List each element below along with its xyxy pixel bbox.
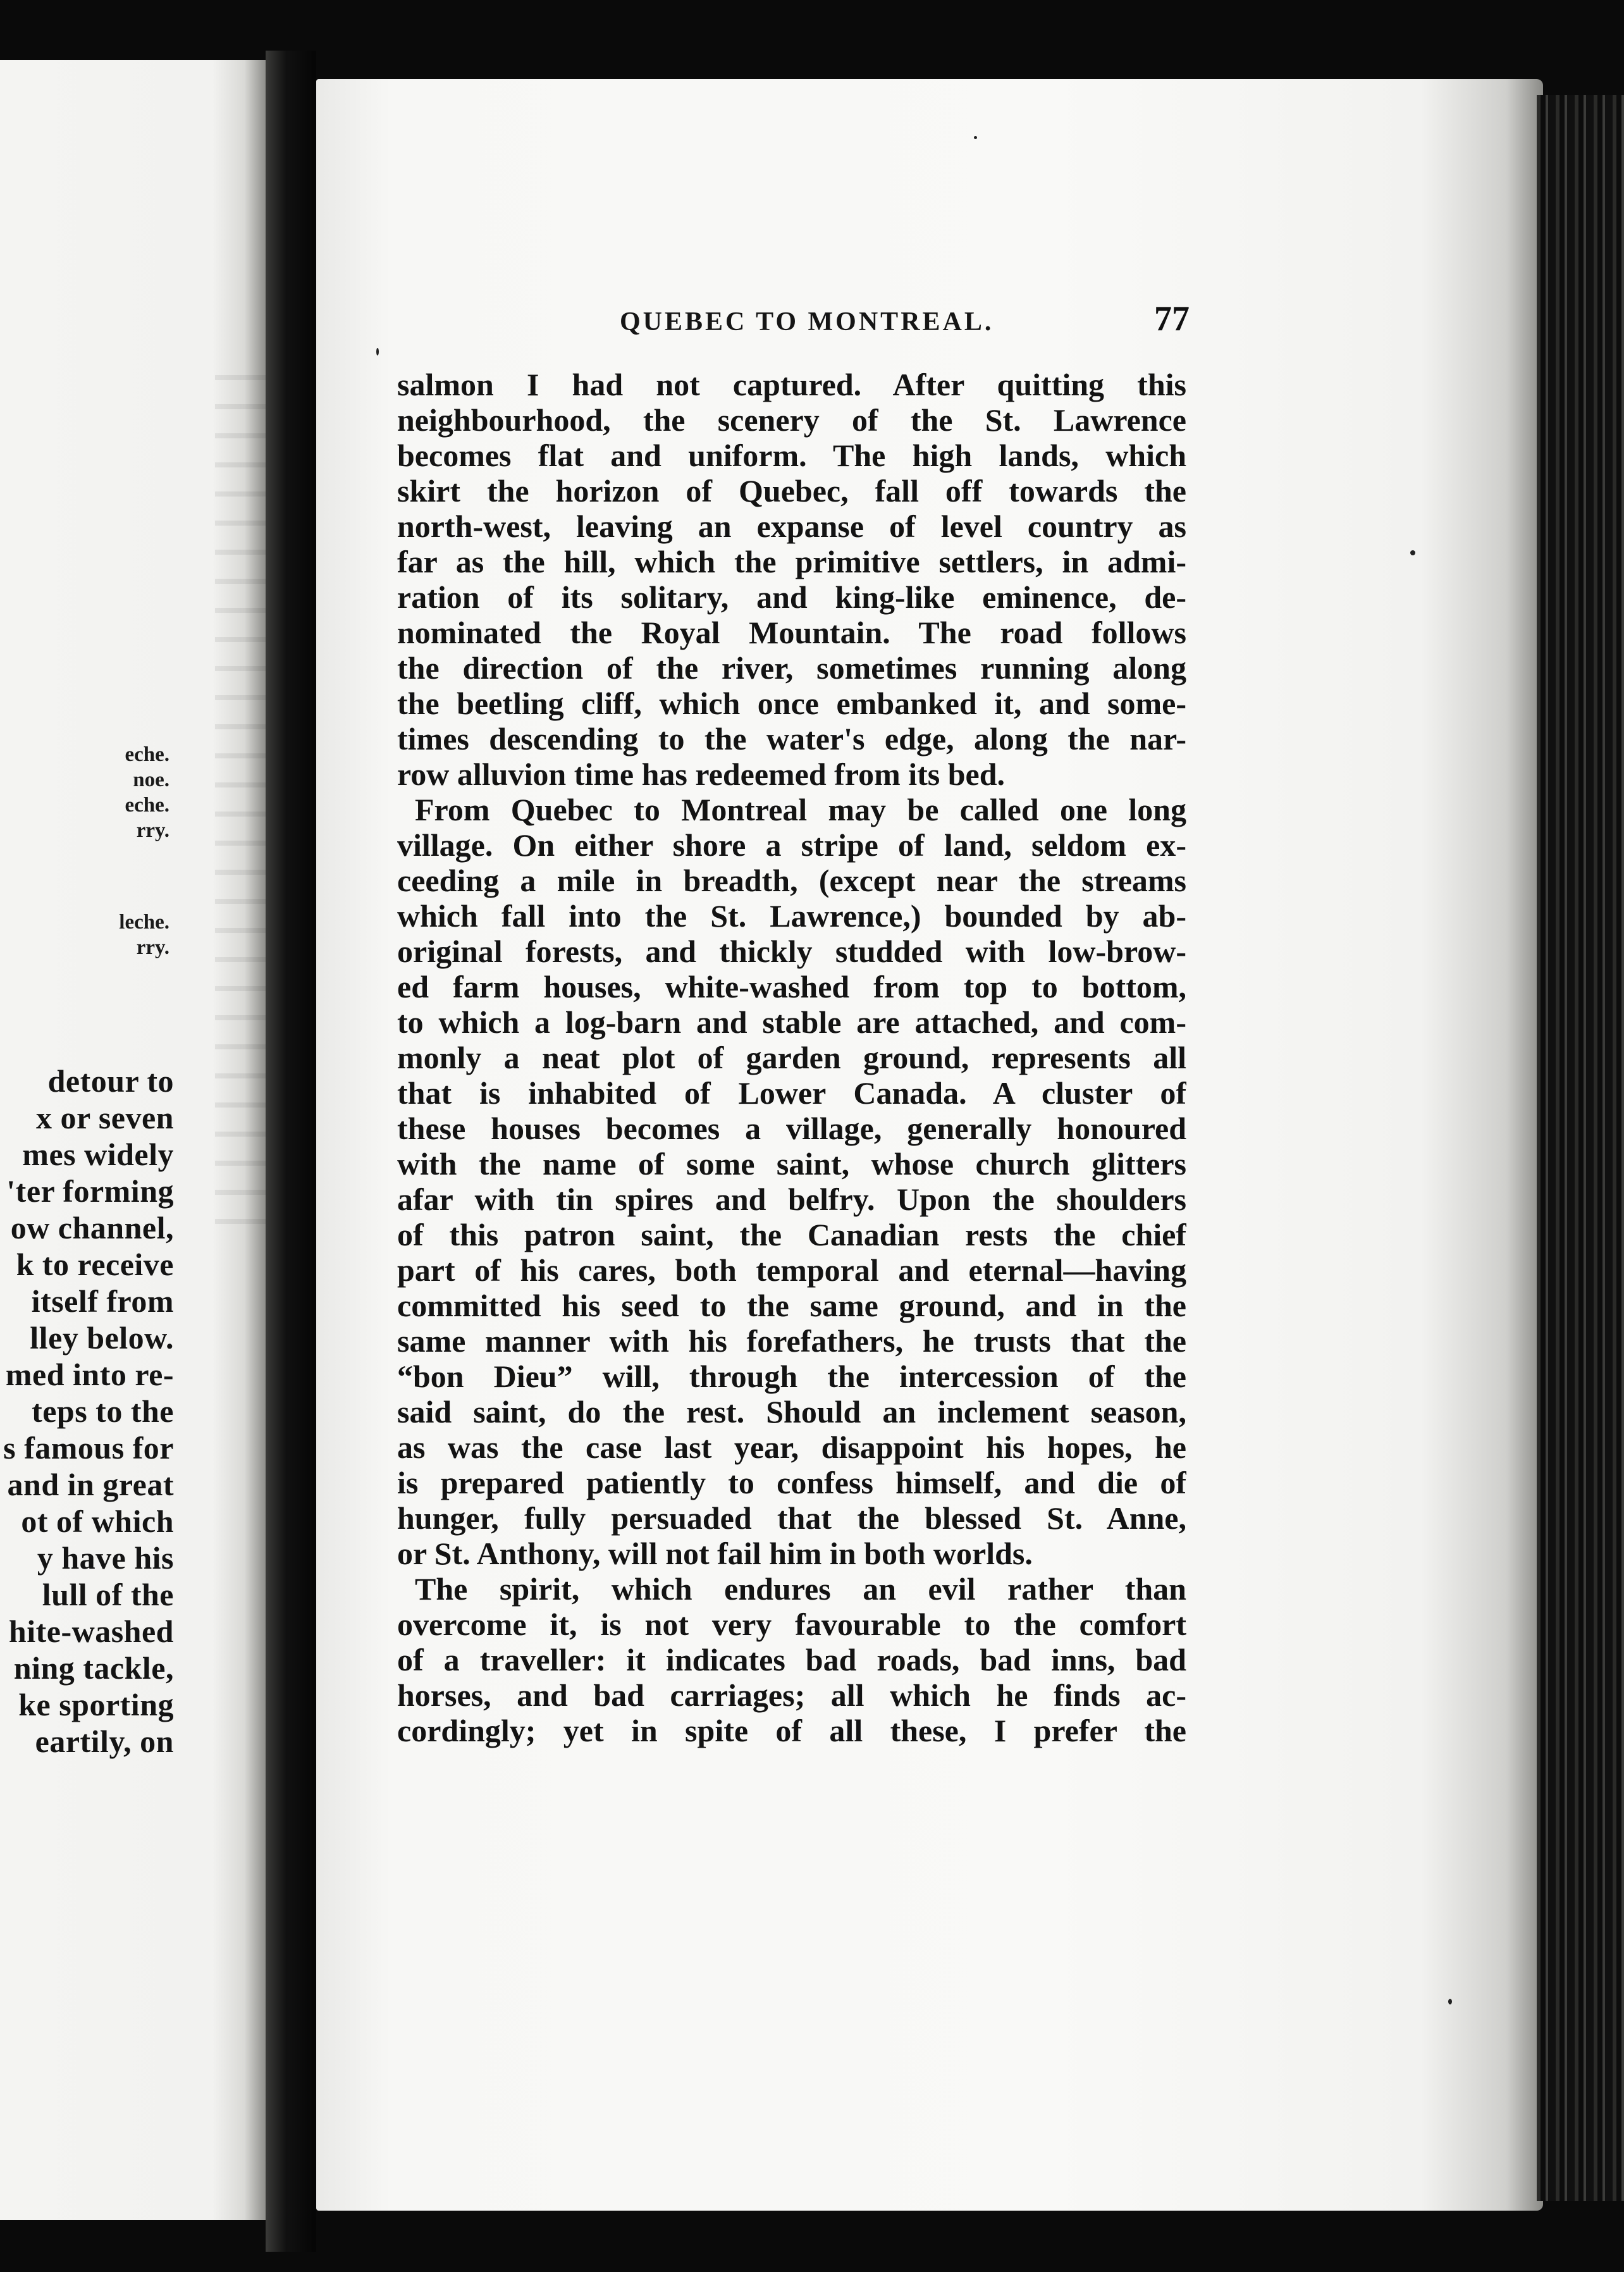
text-line: as was the case last year, disappoint his hopes, he: [397, 1429, 1186, 1465]
text-line: which fall into the St. Lawrence,) bounded by ab-: [397, 898, 1186, 934]
scan-speck: [1410, 550, 1415, 555]
left-text-fragment: lley below.: [30, 1320, 174, 1355]
left-footnote-fragment: eche.: [125, 743, 169, 766]
left-footnote-fragment: rry.: [136, 819, 169, 842]
text-line: same manner with his forefathers, he trusts that the: [397, 1323, 1186, 1359]
left-text-fragment: y have his: [37, 1540, 174, 1576]
left-text-fragment: x or seven: [36, 1100, 174, 1135]
text-line: the beetling cliff, which once embanked it, and some-: [397, 686, 1186, 721]
left-text-fragment: ke sporting: [18, 1687, 174, 1722]
text-line: ed farm houses, white-washed from top to bottom,: [397, 969, 1186, 1004]
left-text-fragment: eartily, on: [35, 1724, 174, 1759]
text-line: “bon Dieu” will, through the intercession of the: [397, 1359, 1186, 1394]
page-edge-stack: [1537, 95, 1624, 2201]
text-line: north-west, leaving an expanse of level country as: [397, 509, 1186, 544]
left-footnote-fragment: noe.: [133, 769, 169, 791]
text-line: horses, and bad carriages; all which he finds ac-: [397, 1677, 1186, 1713]
text-line: salmon I had not captured. After quitting this: [397, 367, 1186, 402]
text-line: that is inhabited of Lower Canada. A cluster of: [397, 1075, 1186, 1111]
text-line: committed his seed to the same ground, and in the: [397, 1288, 1186, 1323]
text-line: monly a neat plot of garden ground, represents all: [397, 1040, 1186, 1075]
text-line: times descending to the water's edge, along the nar-: [397, 721, 1186, 756]
text-line: The spirit, which endures an evil rather than: [415, 1571, 1186, 1607]
text-line: these houses becomes a village, generally honoured: [397, 1111, 1186, 1146]
text-line: said saint, do the rest. Should an inclement season,: [397, 1394, 1186, 1429]
bleed-through-text: [215, 351, 266, 1237]
scan-speck: [974, 136, 977, 139]
left-text-fragment: teps to the: [32, 1393, 174, 1429]
text-line: part of his cares, both temporal and eternal—having: [397, 1252, 1186, 1288]
book-gutter: [266, 51, 316, 2252]
text-line: is prepared patiently to confess himself, and die of: [397, 1465, 1186, 1500]
left-text-fragment: and in great: [7, 1467, 174, 1502]
left-text-fragment: ot of which: [21, 1503, 174, 1539]
left-footnote-fragment: eche.: [125, 794, 169, 817]
text-line: hunger, fully persuaded that the blessed St. Anne,: [397, 1500, 1186, 1536]
text-line: From Quebec to Montreal may be called one long: [415, 792, 1186, 827]
left-text-fragment: med into re-: [5, 1357, 174, 1392]
text-line: with the name of some saint, whose church glitters: [397, 1146, 1186, 1182]
text-line: row alluvion time has redeemed from its bed.: [397, 756, 1006, 792]
left-facing-page: [0, 60, 266, 2220]
page-number: 77: [1154, 299, 1190, 338]
left-footnote-fragment: leche.: [119, 911, 169, 934]
text-line: far as the hill, which the primitive settlers, in admi-: [397, 544, 1186, 579]
text-line: ceeding a mile in breadth, (except near the streams: [397, 863, 1186, 898]
text-line: ration of its solitary, and king-like eminence, de-: [397, 579, 1186, 615]
running-head: QUEBEC TO MONTREAL.: [620, 307, 994, 336]
left-text-fragment: mes widely: [22, 1137, 174, 1172]
left-footnote-fragment: rry.: [136, 936, 169, 959]
text-line: skirt the horizon of Quebec, fall off towards the: [397, 473, 1186, 509]
text-line: original forests, and thickly studded with low-brow-: [397, 934, 1186, 969]
text-line: cordingly; yet in spite of all these, I prefer the: [397, 1713, 1186, 1748]
text-line: to which a log-barn and stable are attached, and com-: [397, 1004, 1186, 1040]
left-text-fragment: itself from: [31, 1283, 174, 1319]
left-text-fragment: s famous for: [3, 1430, 174, 1466]
scan-speck: [376, 348, 379, 355]
left-text-fragment: ning tackle,: [13, 1650, 174, 1686]
text-line: or St. Anthony, will not fail him in both worlds.: [397, 1536, 1033, 1571]
left-text-fragment: ow channel,: [10, 1210, 174, 1245]
text-line: afar with tin spires and belfry. Upon the shoulders: [397, 1182, 1186, 1217]
left-text-fragment: lull of the: [42, 1577, 174, 1612]
left-text-fragment: detour to: [47, 1063, 174, 1099]
text-line: becomes flat and uniform. The high lands, which: [397, 438, 1186, 473]
left-text-fragment: k to receive: [16, 1247, 174, 1282]
text-line: village. On either shore a stripe of land, seldom ex-: [397, 827, 1186, 863]
text-line: nominated the Royal Mountain. The road follows: [397, 615, 1186, 650]
text-line: of this patron saint, the Canadian rests the chief: [397, 1217, 1186, 1252]
text-line: the direction of the river, sometimes running along: [397, 650, 1186, 686]
text-line: neighbourhood, the scenery of the St. Lawrence: [397, 402, 1186, 438]
left-text-fragment: hite-washed: [8, 1614, 174, 1649]
text-line: of a traveller: it indicates bad roads, bad inns, bad: [397, 1642, 1186, 1677]
text-line: overcome it, is not very favourable to the comfort: [397, 1607, 1186, 1642]
scan-speck: [1448, 1999, 1452, 2004]
left-text-fragment: 'ter forming: [6, 1173, 174, 1209]
